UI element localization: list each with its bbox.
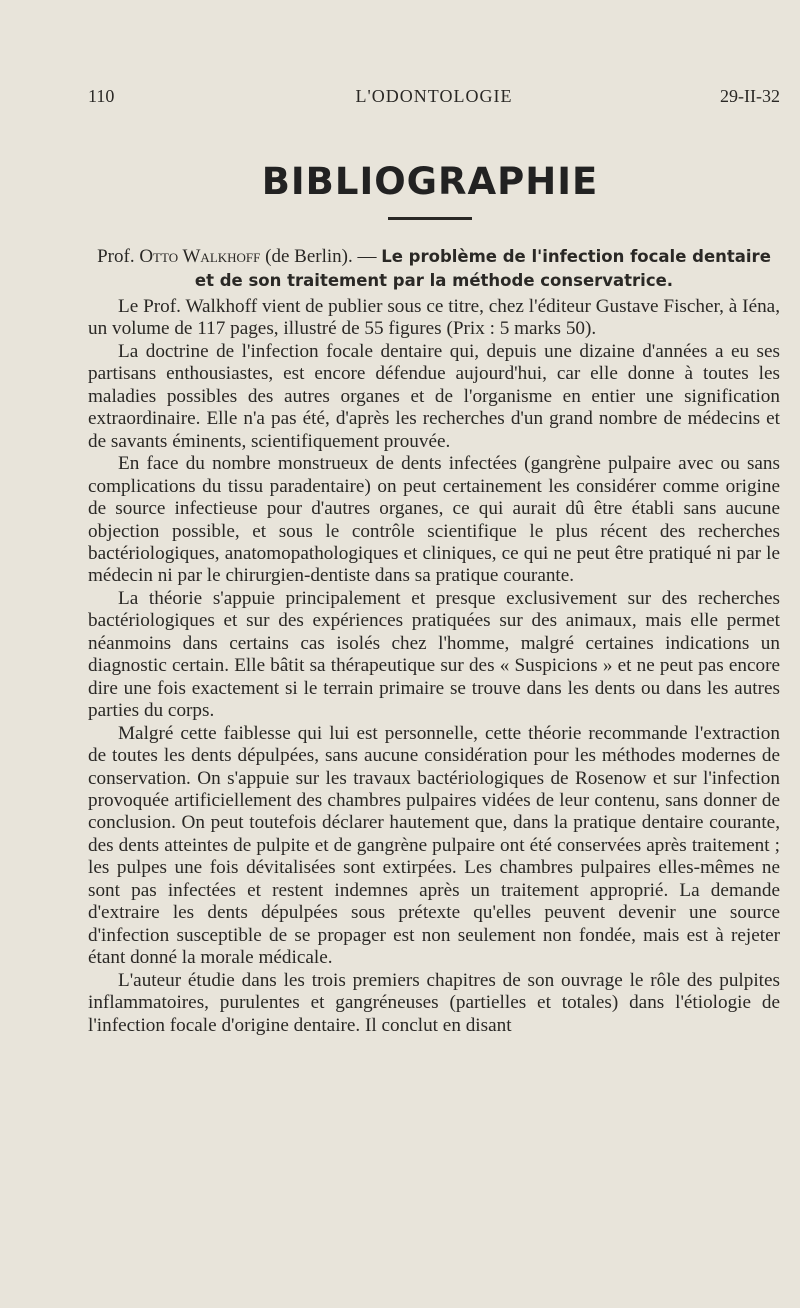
- issue-date: 29-II-32: [720, 86, 780, 106]
- paragraph: En face du nombre monstrueux de dents infectées (gangrène pulpaire avec ou sans complications du tissu paradentaire) on peut certainement les considérer comme origine de source infectieuse pour d'autres organes, ce qui aurait dû être établi sans aucune objection possible, et sous le contrôle scientifique le plus récent des recherches bactériologiques, anatomopathologiques et cliniques, ce qui ne peut être pratiqué ni par le médecin ni par le chirurgien-dentiste dans sa pratique courante.: [88, 453, 780, 587]
- paragraph: La théorie s'appuie principalement et presque exclusivement sur des recherches bactériologiques et sur des expériences pratiquées sur des animaux, mais elle permet néanmoins dans certains cas isolés chez l'homme, malgré certaines indications un diagnostic certain. Elle bâtit sa thérapeutique sur des « Suspicions » et ne peut pas encore dire une fois exactement si le terrain primaire se trouve dans les dents ou dans les autres parties du corps.: [88, 587, 780, 722]
- paragraph: Malgré cette faiblesse qui lui est personnelle, cette théorie recommande l'extraction de toutes les dents dépulpées, sans aucune considération pour les méthodes modernes de conservation. On s'appuie sur les travaux bactériologiques de Rosenow et sur l'infection provoquée artificiellement des chambres pulpaires vidées de leur contenu, sans donner de conclusion. On peut toutefois déclarer hautement que, dans la pratique dentaire courante, des dents atteintes de pulpite et de gangrène pulpaire ont été conservées après traitement ; les pulpes une fois dévitalisées sont extirpées. Les chambres pulpaires elles-mêmes ne sont pas infectées et restent indemnes après un traitement approprié. La demande d'extraire les dents dépulpées sous prétexte qu'elles peuvent devenir une source d'infection susceptible de se propager est non seulement non fondée, mais est à rejeter étant donné la morale médicale.: [88, 722, 780, 969]
- paragraph: L'auteur étudie dans les trois premiers chapitres de son ouvrage le rôle des pulpites inflammatoires, purulentes et gangréneuses (partielles et totales) dans l'étiologie de l'infection focale d'origine dentaire. Il conclut en disant: [88, 969, 780, 1036]
- citation-origin: (de Berlin). —: [260, 246, 382, 267]
- section-title: BIBLIOGRAPHIE: [261, 160, 599, 203]
- journal-title: L'ODONTOLOGIE: [355, 86, 513, 106]
- page-number: 110: [88, 86, 115, 106]
- running-head: [88, 86, 780, 110]
- citation-work-title: Le problème de l'infection focale dentaire et de son traitement par la méthode conservatrice.: [194, 247, 771, 290]
- review-body: [88, 296, 780, 1037]
- title-rule: [388, 217, 472, 220]
- citation-author: Otto Walkhoff: [139, 246, 261, 267]
- citation: [88, 245, 780, 293]
- citation-prefix: Prof.: [97, 246, 140, 267]
- paragraph: Le Prof. Walkhoff vient de publier sous ce titre, chez l'éditeur Gustave Fischer, à Iéna, un volume de 117 pages, illustré de 55 figures (Prix : 5 marks 50).: [88, 296, 780, 340]
- paragraph: La doctrine de l'infection focale dentaire qui, depuis une dizaine d'années a eu ses partisans enthousiastes, est encore défendue aujourd'hui, car elle donne à toutes les maladies possibles des autres organes et de l'organisme en entier une signification extraordinaire. Elle n'a pas été, d'après les recherches d'un grand nombre de médecins et de savants éminents, scientifiquement prouvée.: [88, 340, 780, 452]
